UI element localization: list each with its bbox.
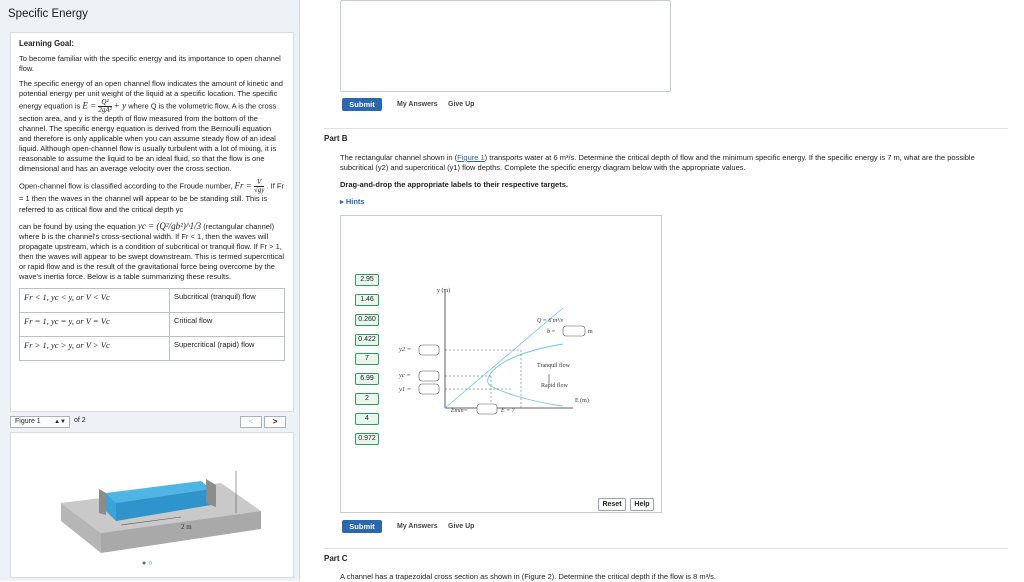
channel-wall-left — [99, 489, 106, 515]
next-figure-button[interactable]: > — [264, 416, 286, 428]
figure-1-channel — [10, 432, 294, 578]
tranquil-label: Tranquil flow — [537, 363, 570, 369]
yc-label: yc = — [399, 372, 411, 379]
channel-illustration — [11, 433, 295, 579]
drop-target-y2[interactable] — [419, 345, 439, 355]
eq-froude-fraction: $\frac{V}{√gy}$ — [253, 178, 265, 195]
table-cell-condition: Fr < 1, yc < y, or V < Vc — [20, 288, 170, 312]
drag-chip[interactable]: 0.260 — [355, 314, 379, 326]
specific-energy-paragraph — [19, 79, 285, 174]
figure-navigator — [10, 416, 286, 429]
submit-button-part-a[interactable]: Submit — [342, 98, 382, 111]
eq-critical-depth: yc = (Q²/gb²)^1/3 — [137, 220, 202, 231]
table-row — [20, 336, 285, 360]
drag-chip[interactable]: 6.99 — [355, 373, 379, 385]
left-panel — [0, 0, 300, 581]
part-b-question — [340, 153, 1010, 173]
figure-count: of 2 — [74, 417, 86, 424]
table-cell-label: Subcritical (tranquil) flow — [170, 288, 285, 312]
part-b-text-a: The rectangular channel shown in ( — [340, 153, 458, 162]
learning-goal-text: To become familiar with the specific energy and its importance to open channel flow. — [19, 54, 281, 74]
eq-e-tail: + y — [113, 100, 127, 111]
q-label: Q = 6 m³/s — [537, 318, 564, 324]
page-title: Specific Energy — [8, 8, 88, 20]
table-cell-condition: Fr > 1, yc > y, or V > Vc — [20, 336, 170, 360]
drag-chip[interactable]: 4 — [355, 413, 379, 425]
specific-energy-body: the volumetric flow, A is the cross section area, and y is the depth of flow measured from the bottom of the channel. The specific energy equation is derived from the Bernoulli equation and therefore is only applicable when you can assume steady flow of an ideal liquid. Although open-channel flow is usually turbulent with a lot of mixing, it is reasonable to assume the liquid to be an ideal fluid, so that the flow is one dimensional and has an average velocity over the cross section. — [19, 101, 277, 174]
specific-energy-intro: The specific energy of an open channel flow indicates the amount of kinetic and potential energy per unit weight of the liquid at a specific location. The specific energy equation is — [19, 79, 283, 111]
table-cell-label: Critical flow — [170, 312, 285, 336]
y-axis-label: y (m) — [437, 288, 451, 294]
width-label: 2 m — [181, 523, 192, 531]
y2-label: y2 = — [399, 346, 412, 353]
critical-depth-intro: can be found by using the equation — [19, 221, 136, 231]
drag-drop-area — [340, 215, 662, 513]
channel-wall-right — [206, 479, 216, 507]
froude-intro: Open-channel flow is classified according to the Froude number, — [19, 181, 233, 191]
b-label: b = — [547, 329, 556, 335]
previous-answer-box[interactable] — [340, 0, 671, 92]
figure-select-value: Figure 1 — [15, 418, 41, 425]
critical-depth-paragraph — [19, 220, 285, 282]
table-row — [20, 288, 285, 312]
previous-figure-button[interactable]: < — [240, 416, 262, 428]
figure-pager-dots[interactable]: ●○ — [142, 560, 155, 567]
eq-e-lhs: E = — [82, 100, 97, 111]
table-row — [20, 312, 285, 336]
drag-chip[interactable]: 1.46 — [355, 294, 379, 306]
chevron-updown-icon: ▲▼ — [54, 419, 66, 425]
drag-chip[interactable]: 2.95 — [355, 274, 379, 286]
emin-label: Emin= — [451, 408, 468, 414]
give-up-link-part-b[interactable]: Give Up — [448, 523, 475, 530]
rapid-label: Rapid flow — [541, 383, 568, 389]
b-unit: m — [588, 329, 593, 335]
x-axis-label: E (m) — [575, 398, 589, 404]
part-b-instruction: Drag-and-drop the appropriate labels to their respective targets. — [340, 180, 568, 189]
eq-energy-fraction: $\frac{\text{Q²}}{\text{2gA²}}$ — [98, 98, 112, 115]
flow-summary-table — [19, 288, 285, 361]
specific-energy-curve — [488, 344, 563, 406]
y1-label: y1 = — [399, 386, 412, 393]
rectangular-note: (rectangular — [203, 221, 244, 231]
energy-diagram — [341, 216, 663, 514]
learning-goal-heading: Learning Goal: — [19, 39, 75, 48]
drag-chip[interactable]: 2 — [355, 393, 379, 405]
help-button[interactable]: Help — [630, 498, 654, 511]
divider — [324, 128, 1008, 129]
table-cell-label: Supercritical (rapid) flow — [170, 336, 285, 360]
my-answers-link-part-b[interactable]: My Answers — [397, 523, 438, 530]
give-up-link-part-a[interactable]: Give Up — [448, 101, 475, 108]
divider — [324, 548, 1008, 549]
drop-target-yc[interactable] — [419, 371, 439, 381]
part-b-text-b: ) transports water at 6 m³/s. Determine the critical depth of flow and the minimum specific energy. If the specific energy is 7 m, what are the possible subcritical (y2) and supercritical (y1) flow depths. Complete the specific energy diagram below with the appropriate values. — [340, 153, 975, 172]
table-cell-condition: Fr = 1, yc = y, or V = Vc — [20, 312, 170, 336]
drop-target-y1[interactable] — [419, 384, 439, 394]
froude-body: . If Fr = 1 then the waves in the channel will appear to be be standing still. This is referred to as critical flow and the critical depth yc — [19, 181, 285, 214]
e7-label: E = 7 — [501, 408, 515, 414]
drop-target-b[interactable] — [563, 326, 585, 336]
reset-button[interactable]: Reset — [598, 498, 626, 511]
critical-depth-body: channel) where b is the channel's cross-sectional width. If Fr < 1, then the waves will propagate upstream, which is a condition of subcritical or tranquil flow. If Fr > 1, then the waves will appear to be swept downstream. This is termed supercritical or rapid flow and is the result of the gravitational force being overcome by the wave's inertia force. Below is a table summarizing these results. — [19, 221, 284, 281]
froude-paragraph — [19, 179, 285, 214]
submit-button-part-b[interactable]: Submit — [342, 520, 382, 533]
eq-fr-lhs: Fr = — [234, 180, 252, 191]
my-answers-link-part-a[interactable]: My Answers — [397, 101, 438, 108]
drop-target-emin[interactable] — [477, 404, 497, 414]
part-c-label: Part C — [324, 554, 348, 563]
figure-1-link[interactable]: Figure 1 — [457, 153, 485, 162]
specific-energy-where: where Q is — [128, 101, 165, 111]
part-b-label: Part B — [324, 134, 348, 143]
drag-chip[interactable]: 0.422 — [355, 334, 379, 346]
learning-goal-box — [10, 32, 294, 412]
figure-select[interactable] — [10, 416, 70, 428]
hints-toggle[interactable]: ▸ Hints — [340, 197, 365, 206]
drag-chip[interactable]: 7 — [355, 353, 379, 365]
part-c-question: A channel has a trapezoidal cross section as shown in (Figure 2). Determine the critical depth if the flow is 8 m³/s. — [340, 572, 717, 581]
drag-chip[interactable]: 0.972 — [355, 433, 379, 445]
